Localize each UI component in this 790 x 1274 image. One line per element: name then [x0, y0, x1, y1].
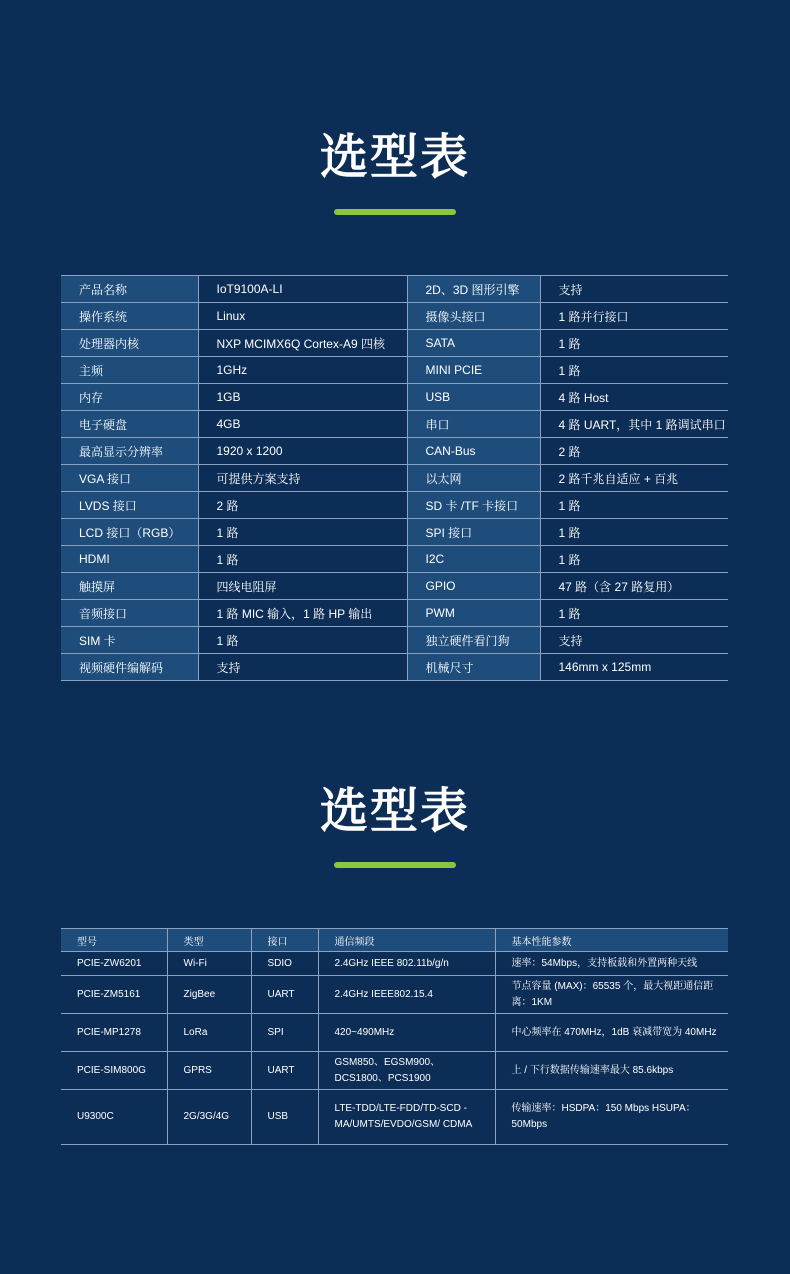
header-model: 型号 [61, 929, 167, 952]
title-underline-1 [334, 209, 456, 215]
spec-row [61, 627, 728, 654]
header-type: 类型 [167, 929, 251, 952]
spec-value: 1 路 [540, 492, 728, 519]
spec-row [61, 330, 728, 357]
spec-value: IoT9100A-LI [198, 276, 407, 303]
module-iface: UART [251, 1052, 318, 1090]
spec-table [61, 275, 728, 681]
spec-key: 主频 [61, 357, 198, 384]
module-model: PCIE-ZM5161 [61, 976, 167, 1014]
spec-value: 1 路 [540, 357, 728, 384]
spec-key: 独立硬件看门狗 [407, 627, 540, 654]
module-model: PCIE-SIM800G [61, 1052, 167, 1090]
spec-value: 支持 [198, 654, 407, 681]
module-model: PCIE-MP1278 [61, 1014, 167, 1052]
spec-key: 摄像头接口 [407, 303, 540, 330]
module-header-row [61, 929, 728, 952]
spec-value: Linux [198, 303, 407, 330]
spec-key: SD 卡 /TF 卡接口 [407, 492, 540, 519]
spec-row [61, 438, 728, 465]
spec-value: 1 路 [198, 519, 407, 546]
spec-value: 1 路 [198, 546, 407, 573]
spec-row [61, 384, 728, 411]
spec-value: 1 路 [540, 519, 728, 546]
module-model: U9300C [61, 1090, 167, 1145]
module-row [61, 1052, 728, 1090]
module-type: GPRS [167, 1052, 251, 1090]
section-title-1: 选型表 [319, 129, 470, 185]
module-type: LoRa [167, 1014, 251, 1052]
spec-key: GPIO [407, 573, 540, 600]
module-row [61, 952, 728, 976]
module-iface: SDIO [251, 952, 318, 976]
spec-value: 2 路千兆自适应 + 百兆 [540, 465, 728, 492]
module-row [61, 976, 728, 1014]
spec-row [61, 411, 728, 438]
module-iface: USB [251, 1090, 318, 1145]
spec-row [61, 303, 728, 330]
spec-key: USB [407, 384, 540, 411]
spec-row [61, 654, 728, 681]
module-model: PCIE-ZW6201 [61, 952, 167, 976]
spec-value: 4GB [198, 411, 407, 438]
spec-value: 1 路 [540, 546, 728, 573]
module-perf: 速率：54Mbps，支持板载和外置两种天线 [495, 952, 728, 976]
spec-key: 音频接口 [61, 600, 198, 627]
spec-value: 1GB [198, 384, 407, 411]
spec-key: LCD 接口（RGB） [61, 519, 198, 546]
module-perf: 中心频率在 470MHz，1dB 衰减带宽为 40MHz [495, 1014, 728, 1052]
spec-row [61, 546, 728, 573]
module-type: 2G/3G/4G [167, 1090, 251, 1145]
spec-key: 触摸屏 [61, 573, 198, 600]
header-interface: 接口 [251, 929, 318, 952]
module-band: 420~490MHz [318, 1014, 495, 1052]
module-band: LTE-TDD/LTE-FDD/TD-SCD - MA/UMTS/EVDO/GSM/ CDMA [318, 1090, 495, 1145]
module-perf: 节点容量 (MAX)：65535 个，最大视距通信距离：1KM [495, 976, 728, 1014]
spec-value: 1 路 [540, 600, 728, 627]
spec-value: 可提供方案支持 [198, 465, 407, 492]
spec-row [61, 465, 728, 492]
module-band: GSM850、EGSM900、DCS1800、PCS1900 [318, 1052, 495, 1090]
spec-key: 以太网 [407, 465, 540, 492]
module-perf: 上 / 下行数据传输速率最大 85.6kbps [495, 1052, 728, 1090]
spec-key: MINI PCIE [407, 357, 540, 384]
spec-key: 视频硬件编解码 [61, 654, 198, 681]
spec-key: 2D、3D 图形引擎 [407, 276, 540, 303]
spec-value: 1 路 [540, 330, 728, 357]
spec-key: SIM 卡 [61, 627, 198, 654]
section-title-2: 选型表 [319, 783, 470, 839]
spec-key: SPI 接口 [407, 519, 540, 546]
spec-row [61, 357, 728, 384]
spec-value: 支持 [540, 276, 728, 303]
module-band: 2.4GHz IEEE802.15.4 [318, 976, 495, 1014]
spec-value: 2 路 [540, 438, 728, 465]
spec-value: 146mm x 125mm [540, 654, 728, 681]
spec-value: 1 路 MIC 输入，1 路 HP 输出 [198, 600, 407, 627]
spec-key: 处理器内核 [61, 330, 198, 357]
spec-key: 最高显示分辨率 [61, 438, 198, 465]
module-band: 2.4GHz IEEE 802.11b/g/n [318, 952, 495, 976]
spec-key: CAN-Bus [407, 438, 540, 465]
module-iface: UART [251, 976, 318, 1014]
spec-value: 1920 x 1200 [198, 438, 407, 465]
spec-key: LVDS 接口 [61, 492, 198, 519]
module-table [61, 928, 728, 1145]
module-iface: SPI [251, 1014, 318, 1052]
module-perf: 传输速率：HSDPA：150 Mbps HSUPA：50Mbps [495, 1090, 728, 1145]
spec-row [61, 519, 728, 546]
module-type: Wi-Fi [167, 952, 251, 976]
module-row [61, 1090, 728, 1145]
spec-key: HDMI [61, 546, 198, 573]
spec-key: PWM [407, 600, 540, 627]
spec-row [61, 573, 728, 600]
header-performance: 基本性能参数 [495, 929, 728, 952]
spec-key: 操作系统 [61, 303, 198, 330]
spec-value: 4 路 Host [540, 384, 728, 411]
spec-key: SATA [407, 330, 540, 357]
spec-value: 4 路 UART，其中 1 路调试串口 [540, 411, 728, 438]
spec-key: I2C [407, 546, 540, 573]
spec-value: 47 路（含 27 路复用） [540, 573, 728, 600]
module-row [61, 1014, 728, 1052]
spec-value: 四线电阻屏 [198, 573, 407, 600]
spec-value: 支持 [540, 627, 728, 654]
spec-key: 产品名称 [61, 276, 198, 303]
spec-key: 机械尺寸 [407, 654, 540, 681]
spec-value: 1 路并行接口 [540, 303, 728, 330]
spec-key: 电子硬盘 [61, 411, 198, 438]
spec-key: 串口 [407, 411, 540, 438]
spec-value: 1GHz [198, 357, 407, 384]
spec-key: 内存 [61, 384, 198, 411]
header-band: 通信频段 [318, 929, 495, 952]
spec-row [61, 276, 728, 303]
spec-row [61, 492, 728, 519]
module-type: ZigBee [167, 976, 251, 1014]
spec-value: 2 路 [198, 492, 407, 519]
spec-key: VGA 接口 [61, 465, 198, 492]
spec-value: NXP MCIMX6Q Cortex-A9 四核 [198, 330, 407, 357]
spec-value: 1 路 [198, 627, 407, 654]
spec-row [61, 600, 728, 627]
title-underline-2 [334, 862, 456, 868]
